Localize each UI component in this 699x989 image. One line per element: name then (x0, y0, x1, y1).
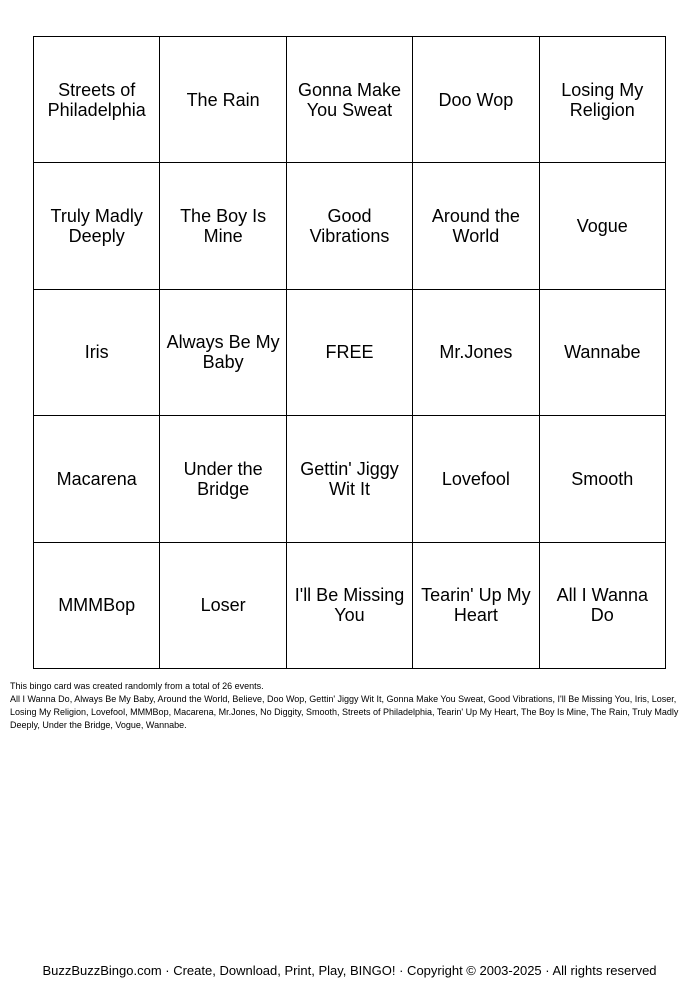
bingo-cell: Under the Bridge (160, 416, 286, 542)
bingo-card-grid (33, 36, 666, 669)
events-list-text: All I Wanna Do, Always Be My Baby, Around the World, Believe, Doo Wop, Gettin' Jiggy Wit It, Gonna Make You Sweat, Good Vibrations, I'll Be Missing You, Iris, Loser, Losing My Religion, Lovefool, MMMBop, Macarena, Mr.Jones, No Diggity, Smooth, Streets of Philadelphia, Tearin' Up My Heart, The Boy Is Mine, The Rain, Truly Madly Deeply, Under the Bridge, Vogue, Wannabe. (10, 694, 679, 730)
bingo-cell: Mr.Jones (413, 290, 539, 416)
page-footer (0, 963, 699, 979)
bingo-cell: Gonna Make You Sweat (287, 37, 413, 163)
bingo-cell: Lovefool (413, 416, 539, 542)
bingo-cell: Losing My Religion (540, 37, 666, 163)
bingo-cell: Vogue (540, 163, 666, 289)
bingo-cell: Good Vibrations (287, 163, 413, 289)
bingo-cell: I'll Be Missing You (287, 543, 413, 669)
card-notes (10, 680, 692, 732)
bingo-cell: Always Be My Baby (160, 290, 286, 416)
bingo-cell: Macarena (34, 416, 160, 542)
bingo-cell: The Rain (160, 37, 286, 163)
bingo-cell: Tearin' Up My Heart (413, 543, 539, 669)
bingo-cell: Smooth (540, 416, 666, 542)
bingo-cell: Streets of Philadelphia (34, 37, 160, 163)
card-summary-text: This bingo card was created randomly from a total of 26 events. (10, 681, 264, 691)
bingo-cell: The Boy Is Mine (160, 163, 286, 289)
bingo-cell: Truly Madly Deeply (34, 163, 160, 289)
bingo-cell: Wannabe (540, 290, 666, 416)
bingo-cell: Iris (34, 290, 160, 416)
bingo-cell: Loser (160, 543, 286, 669)
bingo-cell: Doo Wop (413, 37, 539, 163)
bingo-cell: All I Wanna Do (540, 543, 666, 669)
bingo-cell: MMMBop (34, 543, 160, 669)
bingo-cell: Gettin' Jiggy Wit It (287, 416, 413, 542)
footer-text: BuzzBuzzBingo.com · Create, Download, Print, Play, BINGO! · Copyright © 2003-2025 · All rights reserved (42, 963, 657, 978)
bingo-free-cell: FREE (287, 290, 413, 416)
bingo-cell: Around the World (413, 163, 539, 289)
